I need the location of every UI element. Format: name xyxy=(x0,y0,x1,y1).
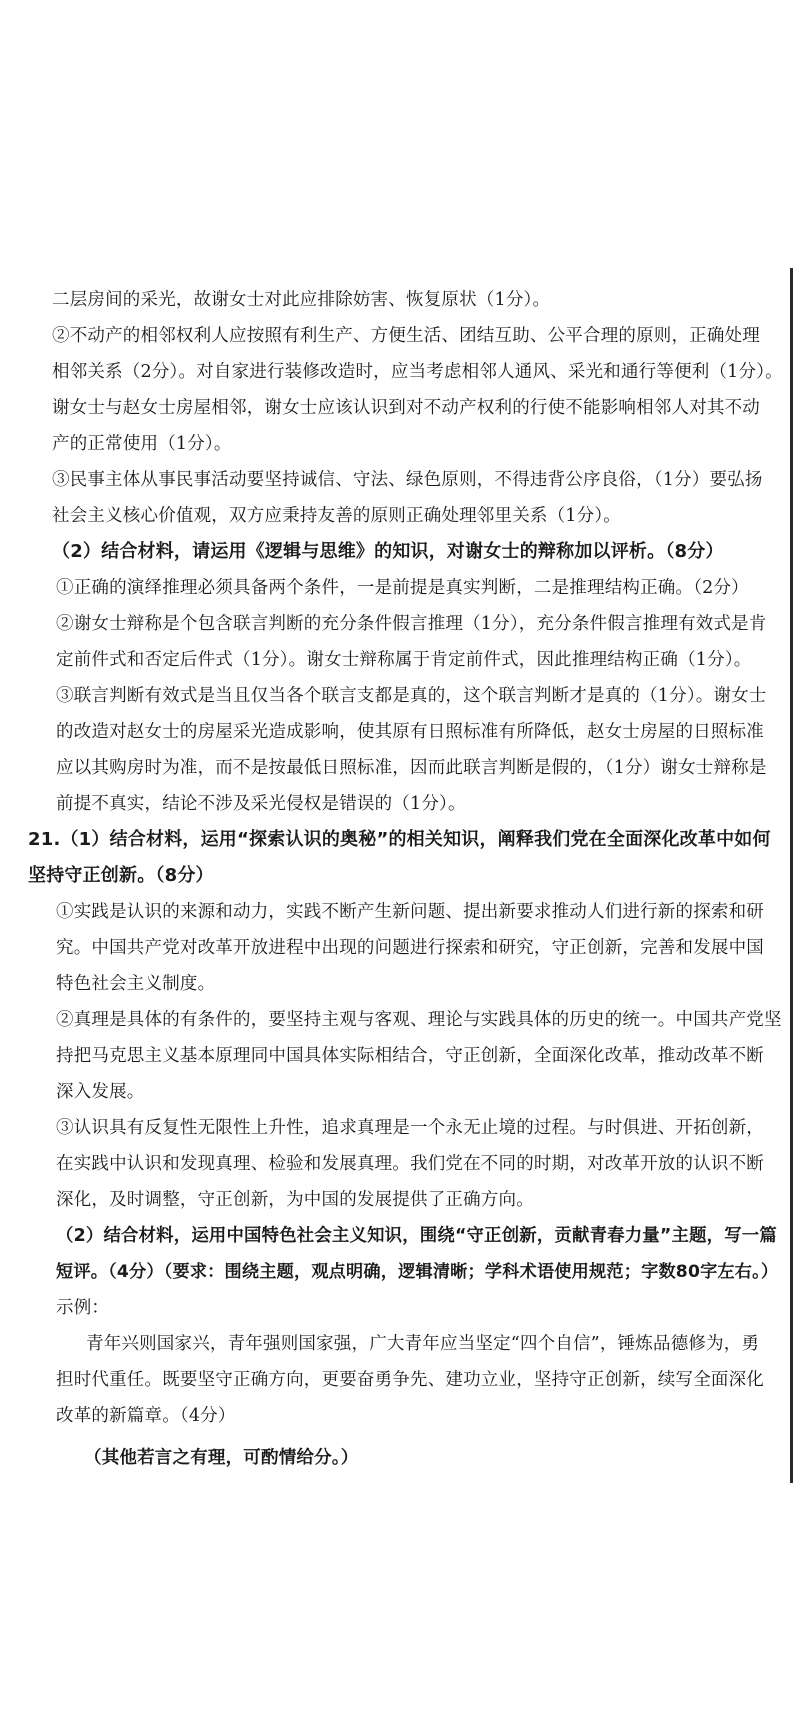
text-line: 的改造对赵女士的房屋采光造成影响，使其原有日照标准有所降低，赵女士房屋的日照标准 xyxy=(56,722,764,742)
text-line: 应以其购房时为准，而不是按最低日照标准，因而此联言判断是假的，（1分）谢女士辩称是 xyxy=(56,758,767,778)
example-text: 担时代重任。既要坚守正确方向，更要奋勇争先、建功立业，坚持守正创新，续写全面深化 xyxy=(56,1370,764,1390)
text-line: 持把马克思主义基本原理同中国具体实际相结合，守正创新，全面深化改革，推动改革不断 xyxy=(56,1046,764,1066)
question-heading: 短评。（4分）（要求：围绕主题，观点明确，逻辑清晰；学科术语使用规范；字数80字左右。） xyxy=(56,1262,779,1282)
text-line: 深化，及时调整，守正创新，为中国的发展提供了正确方向。 xyxy=(56,1190,534,1210)
text-line: ③联言判断有效式是当且仅当各个联言支都是真的，这个联言判断才是真的（1分）。谢女士 xyxy=(56,686,767,706)
text-line: ②谢女士辩称是个包含联言判断的充分条件假言推理（1分），充分条件假言推理有效式是肯 xyxy=(56,614,767,634)
text-line: ③认识具有反复性无限性上升性，追求真理是一个永无止境的过程。与时俱进、开拓创新， xyxy=(56,1118,764,1138)
text-line: 谢女士与赵女士房屋相邻，谢女士应该认识到对不动产权利的行使不能影响相邻人对其不动 xyxy=(52,398,760,418)
text-line: 深入发展。 xyxy=(56,1082,145,1102)
text-line: 究。中国共产党对改革开放进程中出现的问题进行探索和研究，守正创新，完善和发展中国 xyxy=(56,938,764,958)
question-heading: （2）结合材料，运用中国特色社会主义知识，围绕“守正创新，贡献青春力量”主题，写一篇 xyxy=(56,1226,777,1246)
text-line: 特色社会主义制度。 xyxy=(56,974,216,994)
text-line: 社会主义核心价值观，双方应秉持友善的原则正确处理邻里关系（1分）。 xyxy=(52,506,621,526)
example-text: 青年兴则国家兴，青年强则国家强，广大青年应当坚定“四个自信”，锤炼品德修为，勇 xyxy=(86,1334,760,1354)
grading-note: （其他若言之有理，可酌情给分。） xyxy=(84,1448,359,1468)
example-text: 改革的新篇章。（4分） xyxy=(56,1406,236,1426)
question-heading: 21.（1）结合材料，运用“探索认识的奥秘”的相关知识，阐释我们党在全面深化改革中如何 xyxy=(28,829,771,850)
text-line: ②不动产的相邻权利人应按照有利生产、方便生活、团结互助、公平合理的原则，正确处理 xyxy=(52,326,760,346)
text-line: 定前件式和否定后件式（1分）。谢女士辩称属于肯定前件式，因此推理结构正确（1分）。 xyxy=(56,650,752,670)
text-line: 二层房间的采光，故谢女士对此应排除妨害、恢复原状（1分）。 xyxy=(52,290,551,310)
text-line: 相邻关系（2分）。对自家进行装修改造时，应当考虑相邻人通风、采光和通行等便利（1分）。 xyxy=(52,362,783,382)
question-heading: 坚持守正创新。（8分） xyxy=(28,865,214,886)
example-label: 示例： xyxy=(56,1298,110,1318)
question-heading: （2）结合材料，请运用《逻辑与思维》的知识，对谢女士的辩称加以评析。（8分） xyxy=(52,541,724,562)
page-edge-line xyxy=(790,268,793,1483)
text-line: 前提不真实，结论不涉及采光侵权是错误的（1分）。 xyxy=(56,794,466,814)
answer-content xyxy=(28,282,784,1476)
text-line: 在实践中认识和发现真理、检验和发展真理。我们党在不同的时期，对改革开放的认识不断 xyxy=(56,1154,764,1174)
text-line: 产的正常使用（1分）。 xyxy=(52,434,232,454)
text-line: ①实践是认识的来源和动力，实践不断产生新问题、提出新要求推动人们进行新的探索和研 xyxy=(56,902,764,922)
text-line: ①正确的演绎推理必须具备两个条件，一是前提是真实判断，二是推理结构正确。（2分） xyxy=(56,578,749,598)
text-line: ③民事主体从事民事活动要坚持诚信、守法、绿色原则，不得违背公序良俗，（1分）要弘扬 xyxy=(52,470,763,490)
text-line: ②真理是具体的有条件的，要坚持主观与客观、理论与实践具体的历史的统一。中国共产党坚 xyxy=(56,1010,782,1030)
